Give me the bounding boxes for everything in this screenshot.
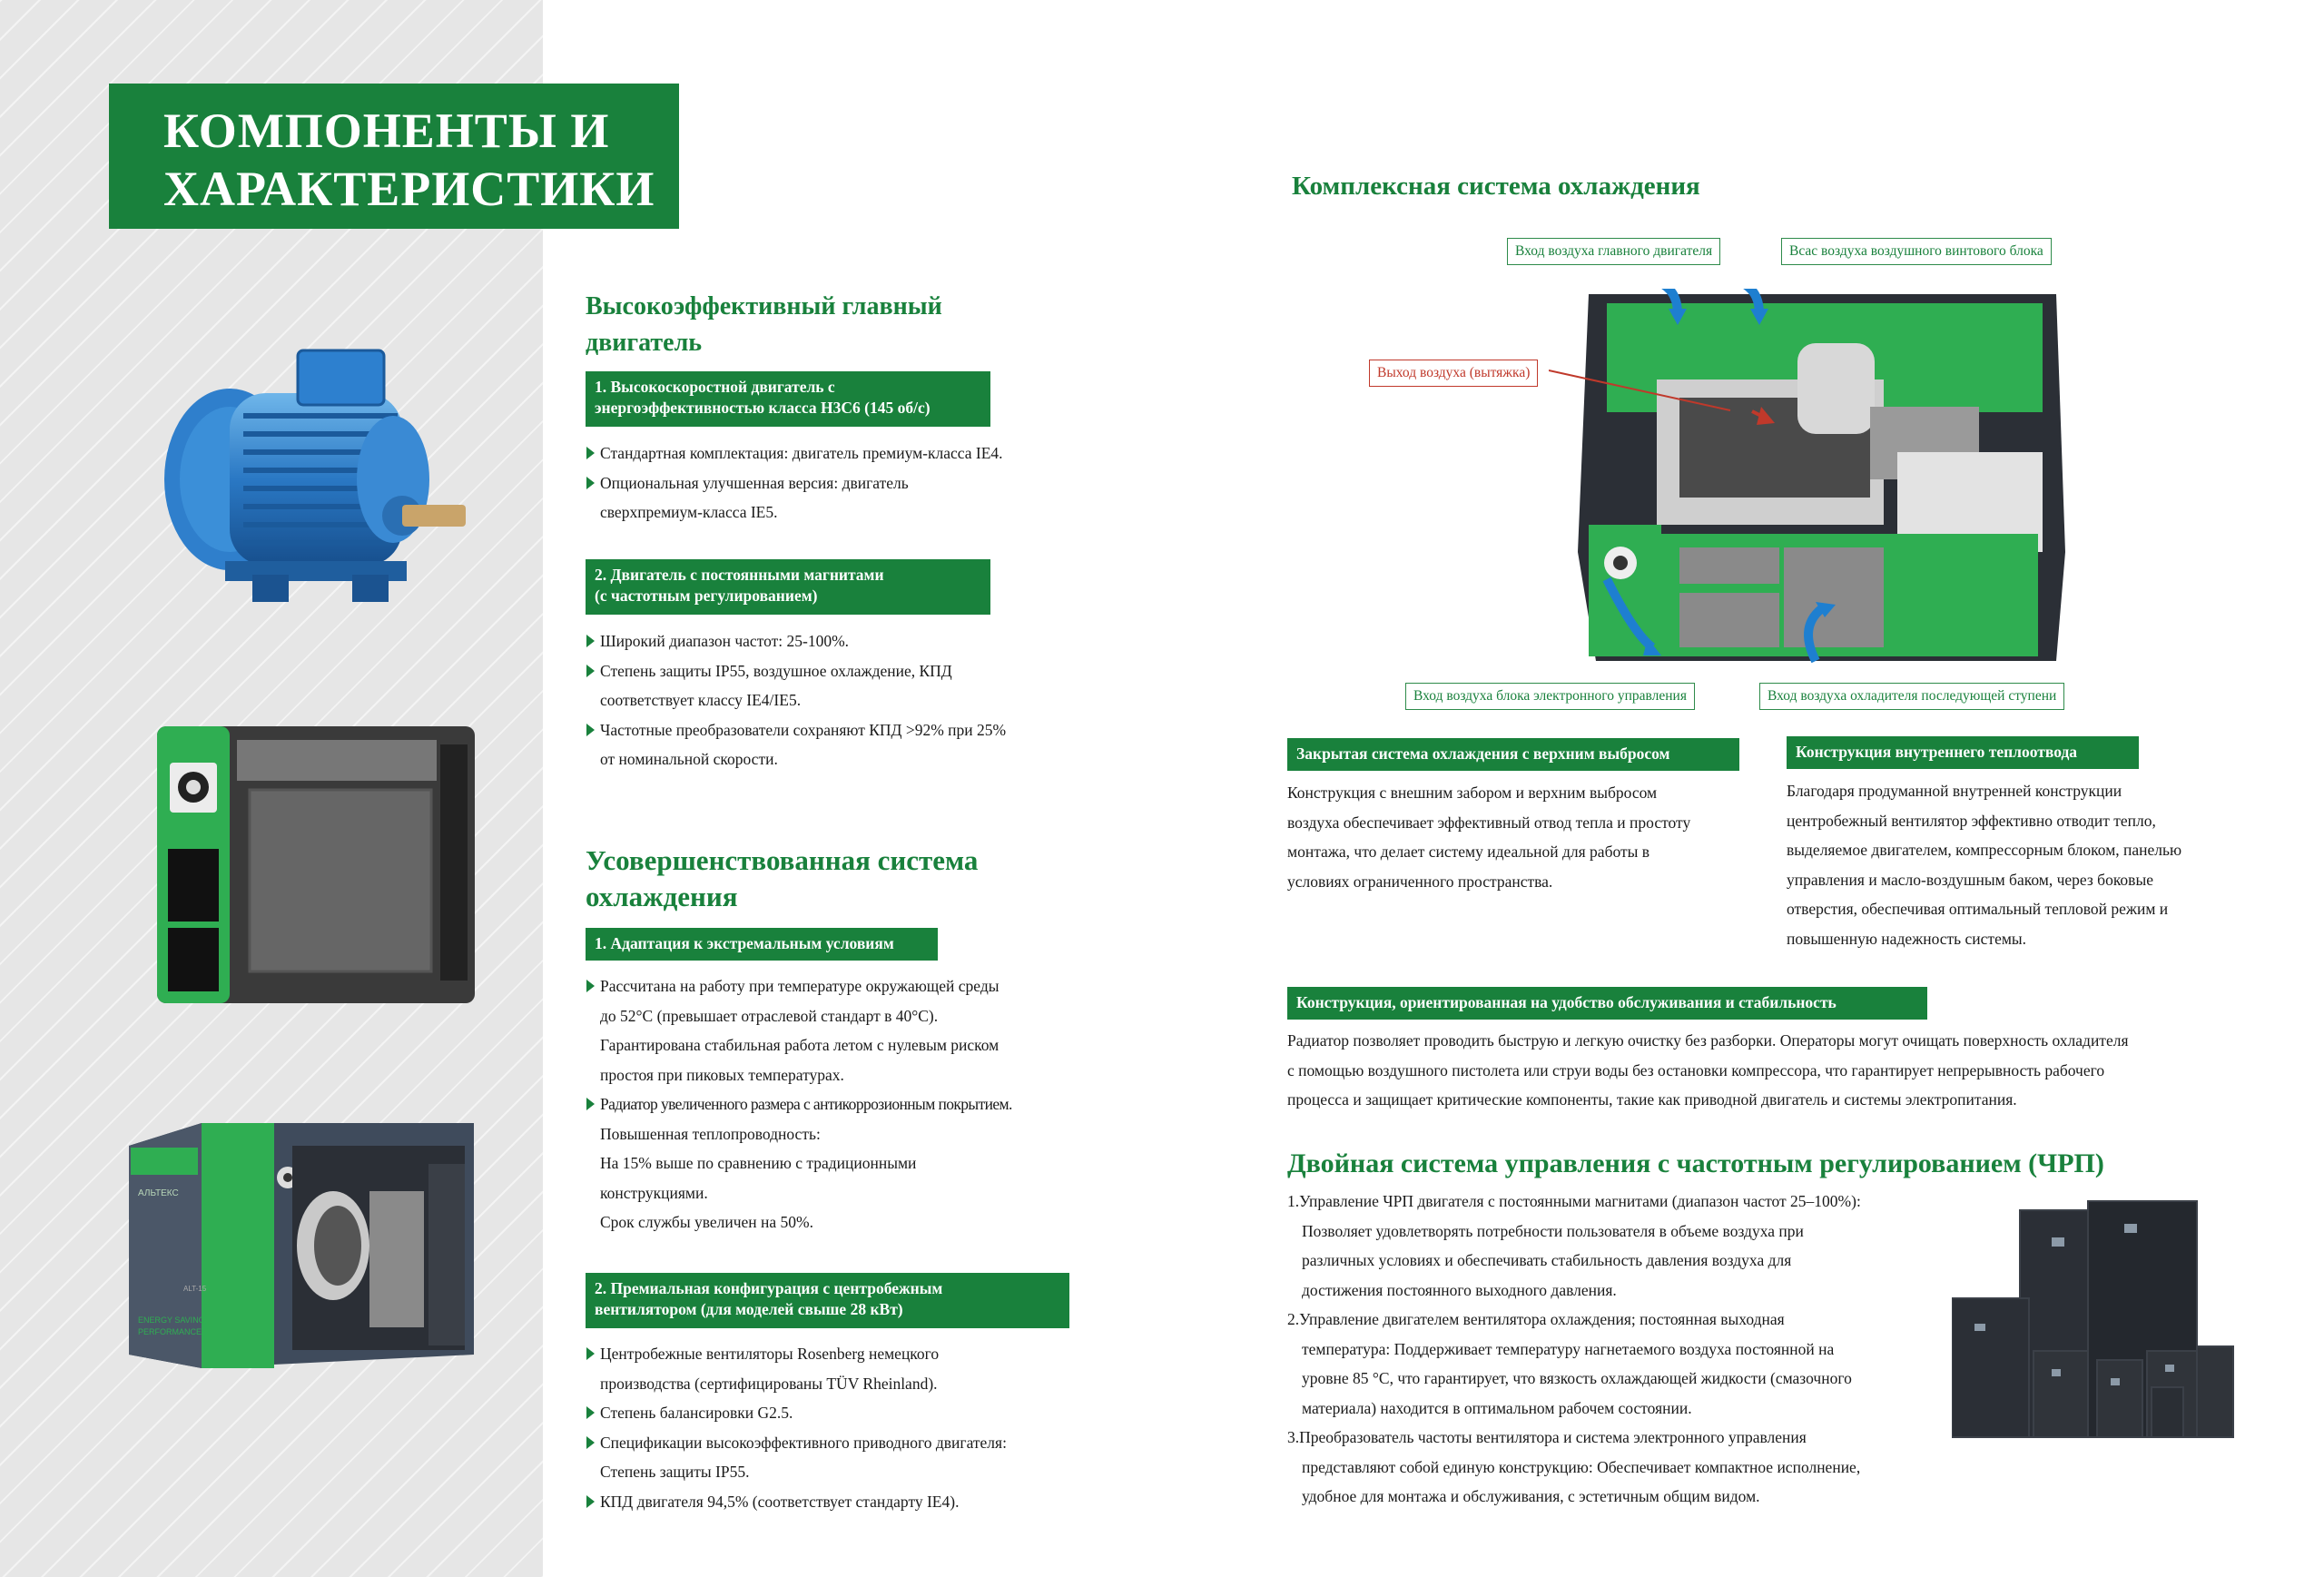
electric-motor-image <box>143 343 479 616</box>
list-item: 1.Управление ЧРП двигателя с постоянными магнитами (диапазон частот 25–100%): <box>1287 1192 1861 1210</box>
cooling-diagram-image <box>1571 289 2074 670</box>
closed-cooling-text <box>1287 778 1690 896</box>
bullet-text: Частотные преобразователи сохраняют КПД >92% при 25% <box>600 720 1007 739</box>
bullet-text: Радиатор увеличенного размера с антикоррозионным покрытием. <box>600 1095 1012 1113</box>
text-line: Благодаря продуманной внутренней конструкции <box>1787 782 2122 800</box>
cooling-tag-2-line: вентилятором (для моделей свыше 28 кВт) <box>595 1300 903 1318</box>
compressor-model: ALT-15 <box>183 1285 207 1293</box>
text-line: повышенную надежность системы. <box>1787 929 2027 948</box>
motor-tag-1-line: 1. Высокоскоростной двигатель с <box>595 378 835 396</box>
text-line: управления и масло-воздушным баком, через боковые <box>1787 870 2153 889</box>
list-item <box>586 1487 1007 1517</box>
bullet-text: На 15% выше по сравнению с традиционными <box>600 1154 917 1172</box>
bullet-text: Широкий диапазон частот: 25-100%. <box>600 632 850 650</box>
cooling-title-line1: Усовершенствованная система <box>586 844 979 876</box>
text-line: достижения постоянного выходного давления. <box>1302 1280 1617 1299</box>
cooling-tag-1 <box>586 928 938 961</box>
motor-title-line1: Высокоэффективный главный <box>586 292 942 320</box>
page-title-line2: ХАРАКТЕРИСТИКИ <box>163 162 655 216</box>
vfd-list <box>1287 1187 1861 1512</box>
text-line: Радиатор позволяет проводить быструю и легкую очистку без разборки. Операторы могут очищать поверхность охладителя <box>1287 1031 2129 1050</box>
bullet-text: КПД двигателя 94,5% (соответствует стандарту IE4). <box>600 1492 960 1511</box>
text-line: температура: Поддерживает температуру нагнетаемого воздуха постоянной на <box>1302 1339 1835 1358</box>
bullet-text: Повышенная теплопроводность: <box>600 1124 821 1143</box>
bullet-text: от номинальной скорости. <box>600 750 778 768</box>
text-line: Конструкция с внешним забором и верхним выбросом <box>1287 784 1658 802</box>
bullet-text: Степень защиты IP55, воздушное охлаждение, КПД <box>600 661 952 680</box>
text-line: уровне 85 °C, что гарантирует, что вязкость охлаждающей жидкости (смазочного <box>1302 1369 1852 1387</box>
internal-heat-tag <box>1787 736 2139 769</box>
motor-tag-1 <box>586 371 990 427</box>
bullet-text: простоя при пиковых температурах. <box>600 1065 844 1084</box>
compressor-slogan1: ENERGY SAVING <box>138 1316 205 1325</box>
list-item <box>586 468 1003 527</box>
bullet-text: Степень балансировки G2.5. <box>600 1404 793 1422</box>
closed-cooling-tag <box>1287 738 1739 771</box>
motor-tag-1-line: энергоэффективностью класса Н3С6 (145 об/с) <box>595 399 931 417</box>
vfd-inverters-image <box>1952 1197 2238 1442</box>
bullet-text: соответствует классу IE4/IE5. <box>600 691 802 709</box>
cooling-unit-image <box>150 726 478 1003</box>
list-item <box>586 656 1006 715</box>
motor-bullets-2 <box>586 626 1006 774</box>
list-item <box>586 439 1003 468</box>
callout-aftercooler-inlet: Вход воздуха охладителя последующей ступени <box>1759 683 2064 710</box>
list-item <box>586 1398 1007 1428</box>
service-stability-text <box>1287 1026 2129 1115</box>
bullet-text: производства (сертифицированы TÜV Rheinland). <box>600 1374 938 1393</box>
text-line: с помощью воздушного пистолета или струи воды без остановки компрессора, что гарантирует непрерывность рабочего <box>1287 1060 2105 1079</box>
air-outlet-pointer-line <box>1549 363 1739 418</box>
bullet-text: Рассчитана на работу при температуре окружающей среды <box>600 977 1000 995</box>
motor-bullets-1 <box>586 439 1003 527</box>
callout-screw-block-intake: Всас воздуха воздушного винтового блока <box>1781 238 2052 265</box>
text-line: материала) находится в оптимальном рабочем состоянии. <box>1302 1398 1692 1417</box>
list-item <box>586 1428 1007 1487</box>
bullet-text: до 52°C (превышает отраслевой стандарт в 40°C). <box>600 1006 939 1025</box>
closed-cooling-tag-text: Закрытая система охлаждения с верхним выбросом <box>1296 744 1670 763</box>
text-line: монтажа, что делает систему идеальной для работы в <box>1287 843 1650 861</box>
service-stability-tag-text: Конструкция, ориентированная на удобство обслуживания и стабильность <box>1296 993 1837 1011</box>
compressor-slogan2: PERFORMANCE <box>138 1327 202 1336</box>
list-item: 2.Управление двигателем вентилятора охлаждения; постоянная выходная <box>1287 1310 1785 1328</box>
list-item <box>586 715 1006 774</box>
list-item <box>586 1339 1007 1398</box>
internal-heat-tag-text: Конструкция внутреннего теплоотвода <box>1796 743 2078 761</box>
text-line: центробежный вентилятор эффективно отводит тепло, <box>1787 811 2156 830</box>
callout-control-unit-inlet: Вход воздуха блока электронного управления <box>1405 683 1695 710</box>
list-item <box>586 626 1006 656</box>
callout-air-outlet: Выход воздуха (вытяжка) <box>1369 360 1538 387</box>
cooling-bullets-2 <box>586 1339 1007 1516</box>
callout-main-motor-inlet: Вход воздуха главного двигателя <box>1507 238 1720 265</box>
air-compressor-image <box>120 1109 483 1373</box>
cooling-title-line2: охлаждения <box>586 881 738 912</box>
text-line: условиях ограниченного пространства. <box>1287 872 1553 891</box>
motor-tag-2-line: (с частотным регулированием) <box>595 586 818 605</box>
cooling-bullets-1 <box>586 971 1012 1237</box>
list-item: 3.Преобразователь частоты вентилятора и система электронного управления <box>1287 1428 1807 1446</box>
cooling-tag-2-line: 2. Премиальная конфигурация с центробежным <box>595 1279 943 1297</box>
text-line: различных условиях и обеспечивать стабильность давления воздуха для <box>1302 1251 1792 1269</box>
bullet-text: Срок службы увеличен на 50%. <box>600 1213 814 1231</box>
text-line: выделяемое двигателем, компрессорным блоком, панелью <box>1787 841 2182 859</box>
bullet-text: Центробежные вентиляторы Rosenberg немецкого <box>600 1345 940 1363</box>
page-title-banner <box>109 84 679 229</box>
cooling-tag-1-line: 1. Адаптация к экстремальным условиям <box>595 934 894 952</box>
bullet-text: Стандартная комплектация: двигатель премиум-класса IE4. <box>600 444 1003 462</box>
motor-section-title <box>586 289 942 361</box>
bullet-text: Степень защиты IP55. <box>600 1463 750 1481</box>
cooling-section-title <box>586 843 978 915</box>
bullet-text: конструкциями. <box>600 1183 708 1202</box>
page-title-line1: КОМПОНЕНТЫ И <box>163 103 610 158</box>
service-stability-tag <box>1287 987 1927 1020</box>
bullet-text: Гарантирована стабильная работа летом с нулевым риском <box>600 1036 1000 1054</box>
motor-title-line2: двигатель <box>586 329 703 357</box>
cooling-tag-2 <box>586 1273 1069 1328</box>
motor-tag-2-line: 2. Двигатель с постоянными магнитами <box>595 566 884 584</box>
vfd-section-title: Двойная система управления с частотным регулированием (ЧРП) <box>1287 1148 2104 1178</box>
text-line: воздуха обеспечивает эффективный отвод тепла и простоту <box>1287 813 1691 832</box>
text-line: представляют собой единую конструкцию: Обеспечивает компактное исполнение, <box>1302 1457 1861 1476</box>
bullet-text: Спецификации высокоэффективного приводного двигателя: <box>600 1433 1007 1452</box>
motor-tag-2 <box>586 559 990 615</box>
text-line: Позволяет удовлетворять потребности пользователя в объеме воздуха при <box>1302 1221 1804 1240</box>
text-line: отверстия, обеспечивая оптимальный тепловой режим и <box>1787 900 2169 918</box>
complex-cooling-title: Комплексная система охлаждения <box>1292 172 1700 201</box>
compressor-brand-text: АЛЬТЕКС <box>138 1188 179 1198</box>
list-item <box>586 971 1012 1089</box>
text-line: процесса и защищает критические компоненты, такие как приводной двигатель и системы электропитания. <box>1287 1090 2017 1109</box>
list-item <box>586 1089 1012 1237</box>
internal-heat-text <box>1787 776 2181 953</box>
bullet-text: сверхпремиум-класса IE5. <box>600 503 778 521</box>
text-line: удобное для монтажа и обслуживания, с эстетичным общим видом. <box>1302 1487 1760 1505</box>
bullet-text: Опциональная улучшенная версия: двигатель <box>600 473 909 492</box>
